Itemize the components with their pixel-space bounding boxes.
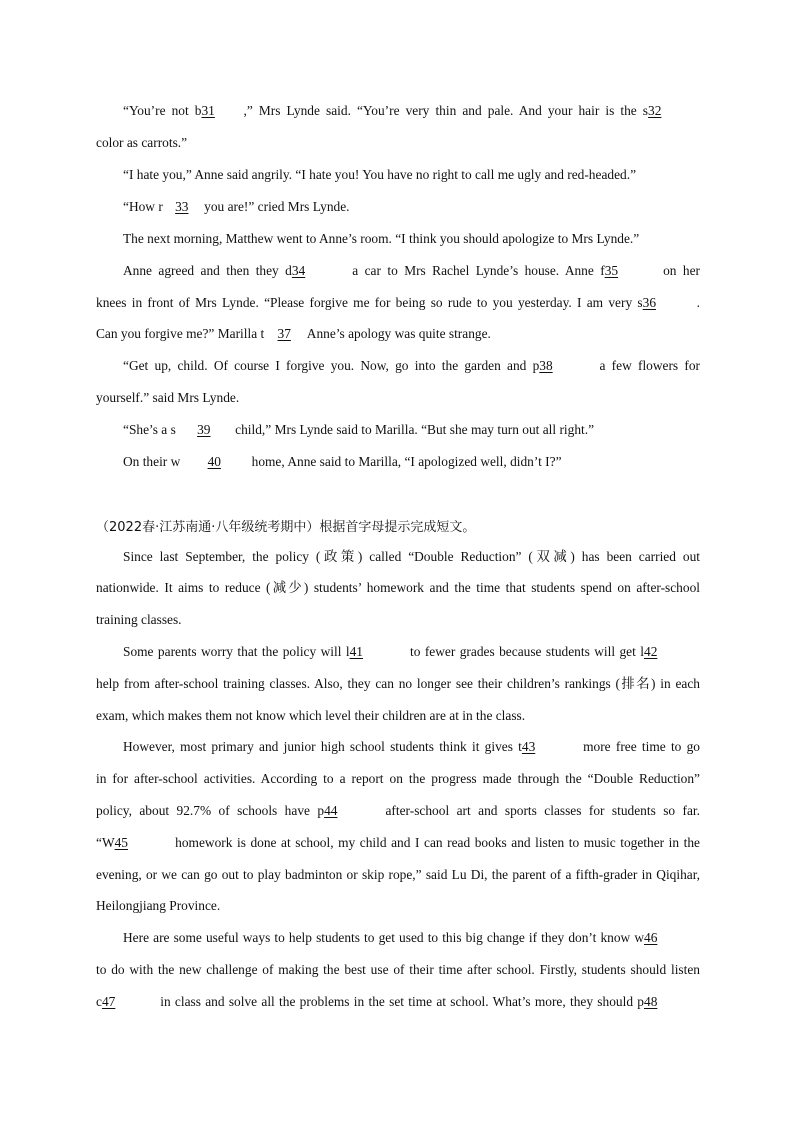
blank-42[interactable]: 42: [644, 644, 658, 659]
blank-44[interactable]: 44: [324, 803, 338, 818]
passage-line: Heilongjiang Province.: [96, 898, 221, 913]
blank-46[interactable]: 46: [644, 930, 658, 945]
passage-line: Some parents worry that the policy will l41 to fewer grades because students will get l42: [123, 642, 700, 662]
passage-line: evening, or we can go out to play badminton or skip rope,” said Lu Di, the parent of a fifth-grader in Qiqihar,: [96, 867, 700, 882]
story-line: Can you forgive me?” Marilla t 37 Anne’s apology was quite strange.: [96, 324, 700, 344]
passage-line: to do with the new challenge of making the best use of their time after school. Firstly, students should listen: [96, 962, 700, 977]
blank-36[interactable]: 36: [642, 295, 657, 310]
blank-33[interactable]: 33: [175, 199, 189, 214]
story-line: color as carrots.”: [96, 135, 188, 150]
blank-35[interactable]: 35: [604, 263, 619, 278]
story-line: “How r 33 you are!” cried Mrs Lynde.: [123, 197, 700, 217]
passage-line: nationwide. It aims to reduce (减少) students’ homework and the time that students spend on after-school: [96, 580, 700, 595]
passage-line: training classes.: [96, 612, 182, 627]
story-line: yourself.” said Mrs Lynde.: [96, 390, 240, 405]
passage-line: help from after-school training classes. Also, they can no longer see their children’s rankings (排名) in each: [96, 676, 700, 691]
blank-38[interactable]: 38: [539, 358, 553, 373]
story-line: knees in front of Mrs Lynde. “Please forgive me for being so rude to you yesterday. I am very s36 .: [96, 293, 700, 313]
story-line: “You’re not b31 ,” Mrs Lynde said. “You’re very thin and pale. And your hair is the s32: [123, 101, 700, 121]
blank-47[interactable]: 47: [101, 994, 116, 1009]
blank-31[interactable]: 31: [201, 103, 215, 118]
blank-32[interactable]: 32: [648, 103, 662, 118]
blank-34[interactable]: 34: [291, 263, 306, 278]
blank-43[interactable]: 43: [521, 739, 536, 754]
passage-line: However, most primary and junior high school students think it gives t43 more free time to go: [123, 737, 700, 757]
blank-37[interactable]: 37: [277, 326, 291, 341]
story-line: Anne agreed and then they d34 a car to Mrs Rachel Lynde’s house. Anne f35 on her: [123, 261, 700, 281]
blank-39[interactable]: 39: [197, 422, 211, 437]
story-line: On their w 40 home, Anne said to Marilla, “I apologized well, didn’t I?”: [123, 452, 700, 472]
story-line: “I hate you,” Anne said angrily. “I hate you! You have no right to call me ugly and red-headed.”: [123, 167, 637, 182]
story-line: The next morning, Matthew went to Anne’s room. “I think you should apologize to Mrs Lynde.”: [123, 231, 640, 246]
blank-40[interactable]: 40: [207, 454, 221, 469]
passage-line: Here are some useful ways to help students to get used to this big change if they don’t know w46: [123, 928, 700, 948]
passage-line: “W45 homework is done at school, my child and I can read books and listen to music together in the: [96, 833, 700, 853]
story-line: “She’s a s 39 child,” Mrs Lynde said to Marilla. “But she may turn out all right.”: [123, 420, 700, 440]
passage-line: Since last September, the policy (政策) called “Double Reduction” (双减) has been carried out: [123, 549, 700, 564]
passage-header: （2022春·江苏南通·八年级统考期中）根据首字母提示完成短文。: [96, 520, 476, 535]
passage-line: exam, which makes them not know which level their children are at in the class.: [96, 708, 526, 723]
passage-line: c47 in class and solve all the problems in the set time at school. What’s more, they should p48: [96, 992, 700, 1012]
blank-48[interactable]: 48: [644, 994, 658, 1009]
blank-41[interactable]: 41: [349, 644, 363, 659]
blank-45[interactable]: 45: [114, 835, 128, 850]
passage-line: in for after-school activities. According to a report on the progress made through the “Double Reduction”: [96, 771, 700, 786]
passage-line: policy, about 92.7% of schools have p44 after-school art and sports classes for students so far.: [96, 801, 700, 821]
story-line: “Get up, child. Of course I forgive you. Now, go into the garden and p38 a few flowers for: [123, 356, 700, 376]
